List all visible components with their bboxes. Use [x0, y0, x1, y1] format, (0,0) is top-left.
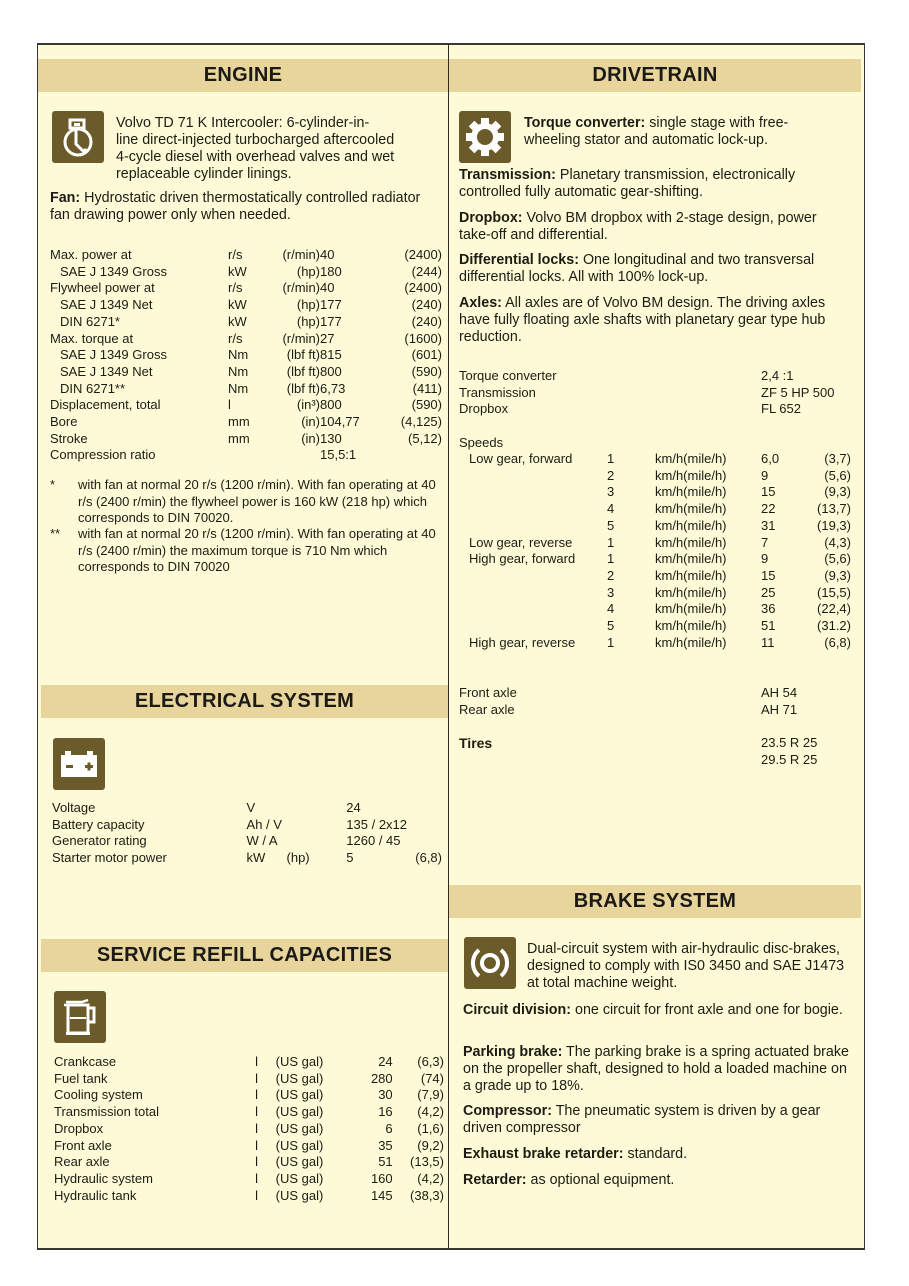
speed-value: 25	[761, 584, 776, 600]
spec-row	[54, 1104, 444, 1121]
spec-unit-alt: (r/min)	[282, 247, 320, 262]
spec-label: SAE J 1349 Gross	[60, 347, 167, 363]
drivetrain-differential-locks: Differential locks: One longitudinal and two transversal differential locks. All with 100% lock-up.	[459, 252, 815, 285]
speed-group	[459, 518, 607, 535]
spec-unit: l	[255, 1087, 259, 1103]
speed-group: High gear, reverse	[469, 634, 576, 650]
speed-value: 15	[761, 484, 776, 500]
spec-unit: mm	[228, 430, 250, 446]
spec-unit: r/s	[228, 330, 243, 346]
spec-value-alt: (1,6)	[417, 1120, 444, 1136]
spec-row	[50, 431, 442, 448]
spec-value: 35	[378, 1137, 393, 1153]
speed-value: 15	[761, 567, 776, 583]
spec-unit-alt	[287, 833, 347, 850]
electrical-heading: ELECTRICAL SYSTEM	[41, 685, 448, 718]
speed-gear: 2	[607, 567, 615, 583]
spec-unit-alt: (US gal)	[275, 1154, 324, 1170]
speed-group: High gear, forward	[469, 551, 576, 567]
spec-unit-alt: (in)	[301, 430, 320, 446]
spec-row	[50, 297, 442, 314]
spec-row	[50, 447, 442, 464]
spec-unit-alt: (lbf ft)	[286, 363, 320, 379]
speed-unit: km/h(mile/h)	[655, 517, 727, 533]
column-divider	[448, 45, 449, 1248]
component-value: ZF 5 HP 500	[761, 384, 835, 400]
spec-label: Bore	[50, 414, 78, 430]
spec-unit-alt: (lbf ft)	[286, 380, 320, 396]
spec-label: Displacement, total	[50, 397, 161, 413]
component-label: Dropbox	[459, 401, 509, 417]
spec-value-alt: (13,5)	[410, 1154, 444, 1170]
tires-label: Tires	[459, 735, 493, 751]
speed-unit: km/h(mile/h)	[655, 484, 727, 500]
refill-spec-table	[54, 1054, 444, 1204]
spec-unit: l	[228, 397, 231, 413]
engine-icon	[52, 111, 104, 163]
speed-row	[459, 501, 851, 518]
spec-unit-alt: (r/min)	[282, 330, 320, 346]
spec-value: 160	[370, 1170, 393, 1186]
spec-value-alt: (244)	[411, 263, 442, 279]
speed-value-alt: (5,6)	[824, 551, 851, 567]
engine-spec-table	[50, 247, 442, 464]
spec-value-alt: (9,2)	[417, 1137, 444, 1153]
component-value: 2,4 :1	[761, 368, 794, 383]
speed-group	[459, 468, 607, 485]
brake-circuit-division: Circuit division: one circuit for front axle and one for bogie.	[463, 1002, 843, 1018]
spec-value-alt	[407, 833, 442, 850]
spec-value-alt: (601)	[411, 347, 442, 363]
brake-compressor: Compressor: The pneumatic system is driven by a gear driven compressor	[463, 1103, 821, 1136]
engine-footnote-2: ** with fan at normal 20 r/s (1200 r/min). With fan operating at 40 r/s (2400 r/min) the maximum torque is 710 Nm which corresponds to DIN 70020	[50, 526, 436, 574]
speed-value: 6,0	[761, 451, 780, 466]
spec-label: SAE J 1349 Net	[60, 363, 153, 379]
spec-unit: Nm	[228, 347, 249, 363]
spec-value: 1260 / 45	[346, 833, 401, 849]
spec-label: DIN 6271**	[60, 380, 126, 396]
spec-unit-alt: (US gal)	[275, 1087, 324, 1103]
speed-gear: 1	[607, 534, 615, 550]
speed-row	[459, 518, 851, 535]
speed-unit: km/h(mile/h)	[655, 467, 727, 483]
spec-unit-alt: (hp)	[296, 313, 320, 329]
spec-label: Battery capacity	[52, 816, 145, 832]
spec-value: 24	[346, 800, 361, 815]
drivetrain-dropbox: Dropbox: Volvo BM dropbox with 2-stage design, power take-off and differential.	[459, 210, 817, 243]
spec-label: SAE J 1349 Net	[60, 297, 153, 313]
speed-value-alt: (4,3)	[824, 534, 851, 550]
drivetrain-torque-converter: Torque converter: single stage with free-wheeling stator and automatic lock-up.	[524, 115, 789, 148]
spec-value: 280	[370, 1070, 393, 1086]
spec-row	[54, 1054, 444, 1071]
speed-group	[459, 484, 607, 501]
spec-unit-alt: (US gal)	[275, 1054, 324, 1069]
speed-gear: 5	[607, 517, 615, 533]
speed-value-alt: (19,3)	[817, 517, 851, 533]
refill-heading: SERVICE REFILL CAPACITIES	[41, 939, 448, 972]
spec-unit: r/s	[228, 280, 243, 296]
spec-label: Max. power at	[50, 247, 132, 262]
spec-value-alt	[372, 447, 442, 464]
tires-values: 23.5 R 25 29.5 R 25	[761, 735, 818, 767]
speed-unit: km/h(mile/h)	[655, 567, 727, 583]
spec-value: 180	[320, 263, 342, 279]
spec-value-alt: (590)	[411, 397, 442, 413]
spec-row	[50, 280, 442, 297]
speed-row	[459, 568, 851, 585]
speed-group	[459, 585, 607, 602]
speed-value: 11	[761, 634, 775, 650]
spec-row	[50, 247, 442, 264]
speed-unit: km/h(mile/h)	[655, 584, 727, 600]
spec-row	[50, 381, 442, 398]
spec-label: Hydraulic system	[54, 1170, 153, 1186]
speed-gear: 1	[607, 551, 615, 567]
spec-row	[52, 833, 442, 850]
speed-group	[459, 501, 607, 518]
speed-gear: 1	[607, 451, 615, 466]
spec-unit: kW	[228, 263, 247, 279]
spec-value-alt: (4,2)	[417, 1170, 444, 1186]
spec-unit: r/s	[228, 247, 243, 262]
spec-label: Crankcase	[54, 1054, 117, 1069]
spec-value-alt: (6,8)	[415, 850, 442, 866]
speed-gear: 3	[607, 484, 615, 500]
spec-unit: W / A	[246, 833, 278, 849]
speed-gear: 1	[607, 634, 615, 650]
speed-value-alt: (31.2)	[817, 618, 851, 634]
spec-row	[50, 347, 442, 364]
speed-unit: km/h(mile/h)	[655, 501, 727, 517]
spec-unit: kW	[246, 850, 266, 866]
speed-group	[459, 568, 607, 585]
spec-value: 40	[320, 247, 335, 262]
spec-unit	[228, 447, 268, 464]
spec-value: 15,5:1	[320, 447, 357, 463]
speed-gear: 4	[607, 501, 615, 517]
spec-value: 800	[320, 363, 342, 379]
spec-unit-alt	[287, 800, 347, 817]
spec-value: 27	[320, 330, 335, 346]
spec-unit: Nm	[228, 363, 249, 379]
spec-unit: Nm	[228, 380, 249, 396]
spec-unit-alt: (lbf ft)	[286, 347, 320, 363]
component-row	[459, 401, 859, 418]
spec-label: Cooling system	[54, 1087, 143, 1103]
brake-heading: BRAKE SYSTEM	[449, 885, 861, 918]
spec-value: 30	[378, 1087, 393, 1103]
speed-unit: km/h(mile/h)	[655, 534, 727, 550]
spec-unit: l	[255, 1104, 259, 1120]
speed-row	[459, 585, 851, 602]
spec-label: Hydraulic tank	[54, 1187, 137, 1203]
spec-row	[50, 331, 442, 348]
spec-unit-alt: (US gal)	[275, 1120, 324, 1136]
engine-footnote-1: * with fan at normal 20 r/s (1200 r/min). With fan operating at 40 r/s (2400 r/min) the flywheel power is 160 kW (218 hp) which corresponds to DIN 70020.	[50, 477, 436, 525]
spec-unit: Ah / V	[246, 816, 282, 832]
speed-value: 9	[761, 467, 769, 483]
spec-value-alt: (1600)	[404, 330, 442, 346]
spec-value: 6,73	[320, 380, 346, 396]
spec-row	[52, 850, 442, 867]
spec-value-alt	[407, 800, 442, 817]
speeds-table	[459, 451, 851, 651]
spec-value-alt: (7,9)	[417, 1087, 444, 1103]
speed-value: 36	[761, 601, 776, 617]
spec-label: Flywheel power at	[50, 280, 155, 296]
spec-value-alt: (38,3)	[410, 1187, 444, 1203]
speed-value-alt: (9,3)	[824, 567, 851, 583]
spec-label: Stroke	[50, 430, 88, 446]
spec-row	[50, 364, 442, 381]
drivetrain-transmission: Transmission: Planetary transmission, electronically controlled fully automatic gear-shifting.	[459, 167, 796, 200]
drivetrain-axles: Axles: All axles are of Volvo BM design. The driving axles have fully floating axle shafts with planetary gear type hub reduction.	[459, 295, 826, 345]
spec-unit-alt: (in³)	[296, 397, 320, 413]
spec-value-alt: (2400)	[404, 247, 442, 262]
spec-unit-alt: (hp)	[296, 263, 320, 279]
spec-label: Generator rating	[52, 833, 147, 849]
spec-label: Dropbox	[54, 1120, 104, 1136]
spec-value: 6	[385, 1120, 393, 1136]
spec-value: 51	[378, 1154, 393, 1170]
spec-row	[50, 397, 442, 414]
spec-value-alt: (2400)	[404, 280, 442, 296]
spec-row	[54, 1087, 444, 1104]
spec-label: Rear axle	[54, 1154, 110, 1170]
spec-unit: l	[255, 1137, 259, 1153]
spec-unit: l	[255, 1170, 259, 1186]
spec-value-alt: (4,125)	[400, 414, 442, 430]
spec-value: 24	[378, 1054, 393, 1069]
speed-unit: km/h(mile/h)	[655, 451, 727, 466]
speed-row	[459, 618, 851, 635]
spec-unit-alt	[287, 817, 347, 834]
speed-gear: 2	[607, 467, 615, 483]
spec-unit-alt	[268, 447, 320, 464]
spec-row	[54, 1071, 444, 1088]
spec-unit: l	[255, 1054, 259, 1069]
speed-value-alt: (13,7)	[817, 501, 851, 517]
spec-row	[52, 800, 442, 817]
brake-exhaust-retarder: Exhaust brake retarder: standard.	[463, 1146, 688, 1162]
oil-can-icon	[54, 991, 106, 1043]
spec-unit-alt: (r/min)	[282, 280, 320, 296]
speed-row	[459, 551, 851, 568]
spec-value-alt: (411)	[412, 380, 442, 396]
spec-value: 177	[320, 313, 342, 329]
brake-retarder: Retarder: as optional equipment.	[463, 1172, 675, 1188]
spec-unit-alt: (in)	[301, 414, 320, 430]
speed-group: Low gear, forward	[469, 451, 573, 466]
spec-unit: V	[246, 800, 256, 815]
spec-value: 130	[320, 430, 342, 446]
speed-row	[459, 484, 851, 501]
spec-value: 104,77	[320, 414, 360, 430]
spec-row	[54, 1138, 444, 1155]
spec-row	[50, 414, 442, 431]
speed-value-alt: (6,8)	[824, 634, 851, 650]
engine-fan-paragraph: Fan: Hydrostatic driven thermostatically controlled radiator fan drawing power only when needed.	[50, 190, 421, 223]
speed-group: Low gear, reverse	[469, 534, 573, 550]
speed-value: 7	[761, 534, 769, 550]
axle-label: Rear axle	[459, 701, 515, 717]
axles-table	[459, 685, 859, 718]
spec-value: 40	[320, 280, 335, 296]
spec-value-alt: (74)	[420, 1070, 444, 1086]
spec-row	[50, 264, 442, 281]
brake-intro: Dual-circuit system with air-hydraulic disc-brakes, designed to comply with IS0 3450 and SAE J1473 at total machine weight.	[527, 941, 845, 991]
axle-value: AH 54	[761, 685, 798, 700]
spec-row	[54, 1121, 444, 1138]
speed-gear: 4	[607, 601, 615, 617]
spec-sheet	[37, 43, 865, 1250]
axle-row	[459, 685, 859, 702]
spec-value: 177	[320, 297, 342, 313]
speed-row	[459, 451, 851, 468]
electrical-spec-table	[52, 800, 442, 867]
speed-row	[459, 601, 851, 618]
brake-parking: Parking brake: The parking brake is a spring actuated brake on the propeller shaft, designed to hold a loaded machine on a grade up to 18%.	[463, 1044, 849, 1094]
spec-value: 5	[346, 850, 354, 866]
spec-value-alt	[407, 817, 442, 834]
component-value: FL 652	[761, 401, 801, 417]
spec-value-alt: (240)	[411, 313, 442, 329]
speed-unit: km/h(mile/h)	[655, 618, 727, 634]
speed-row	[459, 635, 851, 652]
spec-label: SAE J 1349 Gross	[60, 263, 167, 279]
speed-row	[459, 535, 851, 552]
speed-group	[459, 601, 607, 618]
spec-unit: kW	[228, 297, 247, 313]
speed-value: 51	[761, 618, 776, 634]
battery-icon	[53, 738, 105, 790]
spec-label: Transmission total	[54, 1104, 159, 1120]
speed-value-alt: (22,4)	[817, 601, 851, 617]
speed-value-alt: (5,6)	[824, 467, 851, 483]
spec-row	[54, 1188, 444, 1205]
spec-unit: mm	[228, 414, 250, 430]
spec-unit: l	[255, 1154, 259, 1170]
spec-value-alt: (4,2)	[417, 1104, 444, 1120]
spec-unit-alt: (US gal)	[275, 1104, 324, 1120]
spec-value: 16	[378, 1104, 393, 1120]
spec-label: Compression ratio	[50, 447, 156, 463]
speed-value: 9	[761, 551, 769, 567]
axle-value: AH 71	[761, 701, 798, 717]
spec-label: Fuel tank	[54, 1070, 108, 1086]
spec-value: 800	[320, 397, 342, 413]
spec-label: DIN 6271*	[60, 313, 120, 329]
spec-value: 145	[370, 1187, 393, 1203]
axle-row	[459, 702, 859, 719]
spec-label: Max. torque at	[50, 330, 134, 346]
spec-unit: l	[255, 1120, 259, 1136]
speed-unit: km/h(mile/h)	[655, 634, 727, 650]
spec-unit-alt: (US gal)	[275, 1137, 324, 1153]
component-row	[459, 385, 859, 402]
speeds-title: Speeds	[459, 435, 504, 450]
speed-unit: km/h(mile/h)	[655, 551, 727, 567]
speed-value-alt: (15,5)	[817, 584, 851, 600]
speed-value-alt: (9,3)	[824, 484, 851, 500]
spec-label: Front axle	[54, 1137, 112, 1153]
spec-value-alt: (6,3)	[417, 1054, 444, 1069]
speed-unit: km/h(mile/h)	[655, 601, 727, 617]
speed-gear: 3	[607, 584, 615, 600]
speed-value-alt: (3,7)	[824, 451, 851, 466]
engine-heading: ENGINE	[38, 59, 448, 92]
axle-label: Front axle	[459, 685, 517, 700]
component-label: Transmission	[459, 384, 536, 400]
spec-row	[54, 1154, 444, 1171]
spec-unit-alt: (hp)	[286, 850, 310, 866]
spec-unit-alt: (US gal)	[275, 1070, 324, 1086]
spec-row	[52, 817, 442, 834]
spec-unit: kW	[228, 313, 247, 329]
drivetrain-heading: DRIVETRAIN	[449, 59, 861, 92]
speed-gear: 5	[607, 618, 615, 634]
spec-value: 815	[320, 347, 342, 363]
drivetrain-components-table	[459, 368, 859, 418]
brake-icon	[464, 937, 516, 989]
spec-unit-alt: (US gal)	[275, 1170, 324, 1186]
speed-group	[459, 618, 607, 635]
spec-unit-alt: (hp)	[296, 297, 320, 313]
component-label: Torque converter	[459, 368, 557, 383]
spec-value-alt: (5,12)	[408, 430, 442, 446]
spec-row	[54, 1171, 444, 1188]
spec-unit-alt: (US gal)	[275, 1187, 324, 1203]
speed-row	[459, 468, 851, 485]
spec-value-alt: (590)	[411, 363, 442, 379]
spec-value-alt: (240)	[411, 297, 442, 313]
spec-unit: l	[255, 1070, 259, 1086]
component-row	[459, 368, 859, 385]
speed-value: 31	[761, 517, 776, 533]
engine-intro: Volvo TD 71 K Intercooler: 6-cylinder-in- line direct-injected turbocharged aftercooled 4-cycle diesel with overhead valves and wet replaceable cylinder linings.	[116, 115, 395, 182]
spec-row	[50, 314, 442, 331]
spec-label: Voltage	[52, 800, 96, 815]
spec-unit: l	[255, 1187, 259, 1203]
spec-value: 135 / 2x12	[346, 816, 408, 832]
spec-label: Starter motor power	[52, 850, 167, 866]
gear-icon	[459, 111, 511, 163]
speed-value: 22	[761, 501, 776, 517]
